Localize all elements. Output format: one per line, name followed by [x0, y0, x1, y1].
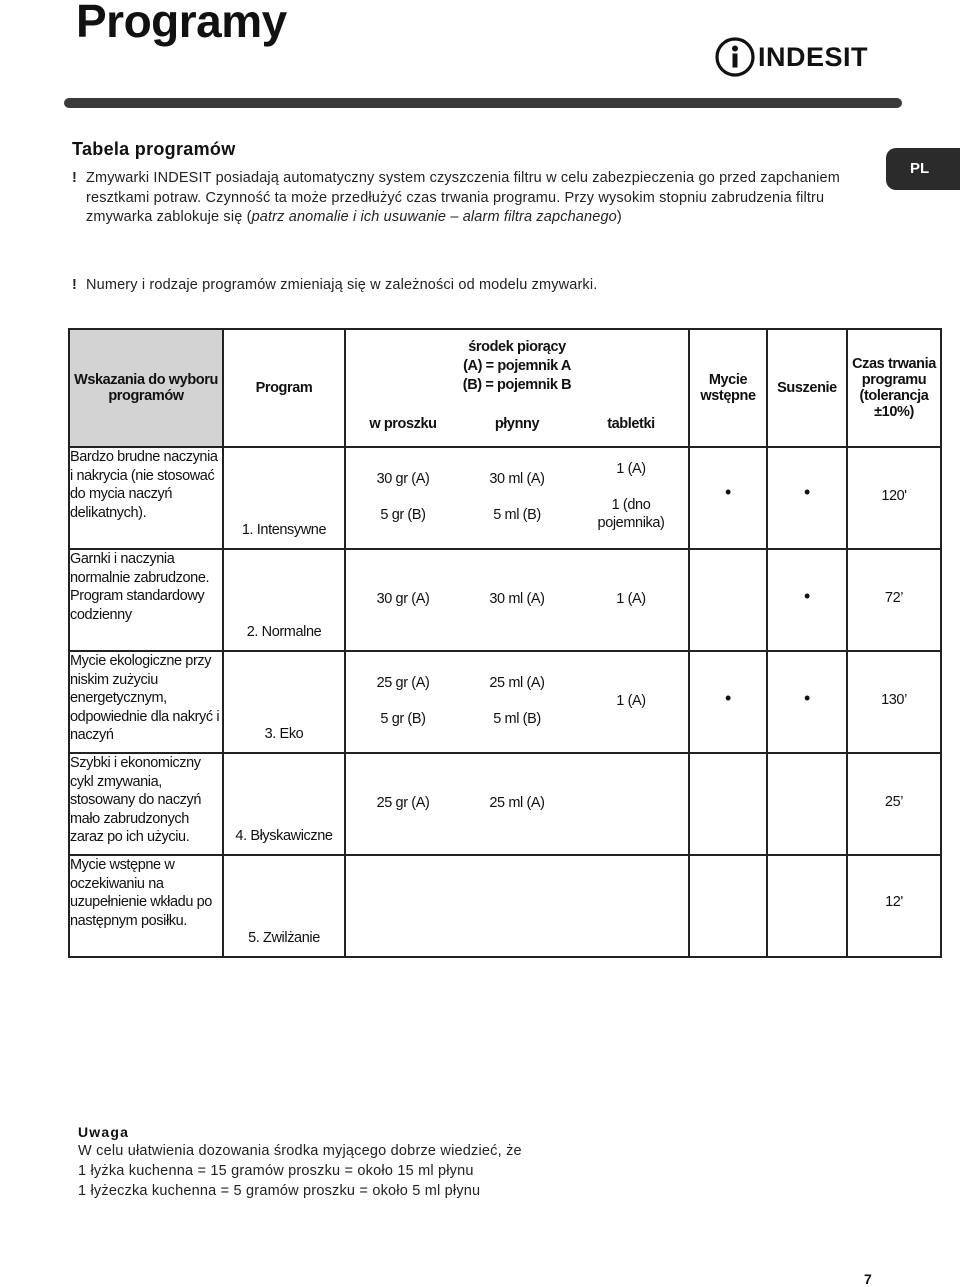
note-text-italic: patrz anomalie i ich usuwanie – alarm filtra zapchanego — [251, 209, 617, 225]
row-prewash — [689, 549, 767, 651]
note-mark: ! — [72, 170, 77, 186]
program-name: 2. Normalne — [246, 624, 322, 640]
tablets-main: 1 (A) — [616, 693, 646, 709]
header-rule — [64, 98, 902, 108]
row-prewash — [689, 855, 767, 957]
row-detergent — [345, 753, 689, 855]
row-drying — [767, 651, 847, 753]
prewash-mark: • — [725, 688, 731, 708]
table-row — [69, 549, 941, 651]
liquid-secondary: 5 ml (B) — [493, 507, 541, 523]
powder-secondary: 5 gr (B) — [380, 711, 426, 727]
drying-mark: • — [804, 482, 810, 502]
header-tablets: tabletki — [607, 416, 655, 432]
row-detergent — [345, 447, 689, 549]
header-duration-main: Czas trwania programu — [852, 356, 936, 388]
note-text: Zmywarki INDESIT posiadają automatyczny system czyszczenia filtru w celu zabezpieczenia go przed zapchaniem resztkami potraw. Czynność ta może przedłużyć czas trwania programu. Przy wysokim stopniu zabrudzenia filtru zmywarka zablokuje się ( — [86, 170, 840, 225]
row-program — [223, 549, 345, 651]
row-drying — [767, 855, 847, 957]
duration-value: 120' — [881, 488, 907, 504]
drying-mark: • — [804, 688, 810, 708]
row-detergent — [345, 855, 689, 957]
header-program: Program — [223, 329, 345, 447]
row-description: Mycie ekologiczne przy niskim zużyciu energetycznym, odpowiednie dla nakryć i naczyń — [69, 651, 223, 753]
section-title: Tabela programów — [72, 139, 236, 159]
row-description: Mycie wstępne w oczekiwaniu na uzupełnienie wkładu po następnym posiłku. — [69, 855, 223, 957]
powder-main: 30 gr (A) — [376, 471, 430, 487]
uwaga-line: W celu ułatwienia dozowania środka myjącego dobrze wiedzieć, że — [78, 1143, 522, 1159]
row-duration — [847, 753, 941, 855]
table-row — [69, 447, 941, 549]
powder-main: 25 gr (A) — [376, 675, 430, 691]
header-detergent — [345, 329, 689, 447]
row-description: Szybki i ekonomiczny cykl zmywania, stosowany do naczyń mało zabrudzonych zaraz po ich użyciu. — [69, 753, 223, 855]
row-description: Bardzo brudne naczynia i nakrycia (nie stosować do mycia naczyń delikatnych). — [69, 447, 223, 549]
row-program — [223, 447, 345, 549]
header-guide: Wskazania do wyboru programów — [69, 329, 223, 447]
header-detergent-b: (B) = pojemnik B — [462, 377, 572, 393]
header-detergent-a: (A) = pojemnik A — [463, 358, 571, 374]
duration-value: 72’ — [884, 590, 904, 606]
indesit-logo-mark-icon — [714, 36, 756, 78]
duration-value: 12' — [885, 894, 903, 910]
duration-value: 25’ — [884, 794, 904, 810]
row-prewash — [689, 753, 767, 855]
note-mark: ! — [72, 277, 77, 293]
header-detergent-title: środek piorący — [468, 339, 566, 355]
liquid-main: 25 ml (A) — [489, 795, 545, 811]
page-number: 7 — [864, 1271, 872, 1287]
header-liquid: płynny — [494, 416, 540, 432]
note-text: Numery i rodzaje programów zmieniają się w zależności od modelu zmywarki. — [86, 277, 598, 293]
table-row — [69, 651, 941, 753]
uwaga-line: 1 łyżeczka kuchenna = 5 gramów proszku = około 5 ml płynu — [78, 1183, 481, 1199]
row-duration — [847, 447, 941, 549]
header-drying: Suszenie — [767, 329, 847, 447]
note-text-end: ) — [616, 209, 622, 225]
table-row — [69, 855, 941, 957]
program-name: 1. Intensywne — [241, 522, 327, 538]
program-name: 3. Eko — [264, 726, 304, 742]
drying-mark: • — [804, 586, 810, 606]
header-duration — [847, 329, 941, 447]
row-program — [223, 855, 345, 957]
page-title: Programy — [76, 0, 287, 47]
tablets-main: 1 (A) — [616, 461, 646, 477]
note-models — [72, 276, 858, 296]
tablets-secondary: 1 (dno pojemnika) — [597, 497, 665, 531]
row-detergent — [345, 549, 689, 651]
table-header-row — [69, 329, 941, 447]
table-row — [69, 753, 941, 855]
language-tab: PL — [886, 148, 960, 190]
note-filter — [72, 169, 858, 228]
prewash-mark: • — [725, 482, 731, 502]
uwaga-line: 1 łyżka kuchenna = 15 gramów proszku = około 15 ml płynu — [78, 1163, 474, 1179]
brand-name: INDESIT — [758, 42, 869, 72]
row-drying — [767, 447, 847, 549]
liquid-main: 30 ml (A) — [489, 471, 545, 487]
liquid-secondary: 5 ml (B) — [493, 711, 541, 727]
row-duration — [847, 651, 941, 753]
row-program — [223, 753, 345, 855]
liquid-main: 25 ml (A) — [489, 675, 545, 691]
row-description: Garnki i naczynia normalnie zabrudzone. Program standardowy codzienny — [69, 549, 223, 651]
program-name: 5. Zwilżanie — [248, 930, 320, 946]
row-detergent — [345, 651, 689, 753]
row-prewash — [689, 651, 767, 753]
row-duration — [847, 855, 941, 957]
tablets-main: 1 (A) — [616, 591, 646, 607]
header-powder: w proszku — [369, 416, 437, 432]
program-name: 4. Błyskawiczne — [235, 828, 333, 844]
row-prewash — [689, 447, 767, 549]
powder-secondary: 5 gr (B) — [380, 507, 426, 523]
uwaga-title: Uwaga — [78, 1124, 130, 1140]
header-duration-tolerance: (tolerancja ±10%) — [859, 388, 929, 420]
row-drying — [767, 549, 847, 651]
duration-value: 130’ — [881, 692, 907, 708]
row-duration — [847, 549, 941, 651]
row-program — [223, 651, 345, 753]
powder-main: 30 gr (A) — [376, 591, 430, 607]
program-table — [68, 328, 942, 958]
row-drying — [767, 753, 847, 855]
header-prewash: Mycie wstępne — [689, 329, 767, 447]
indesit-logo — [714, 36, 869, 78]
liquid-main: 30 ml (A) — [489, 591, 545, 607]
powder-main: 25 gr (A) — [376, 795, 430, 811]
